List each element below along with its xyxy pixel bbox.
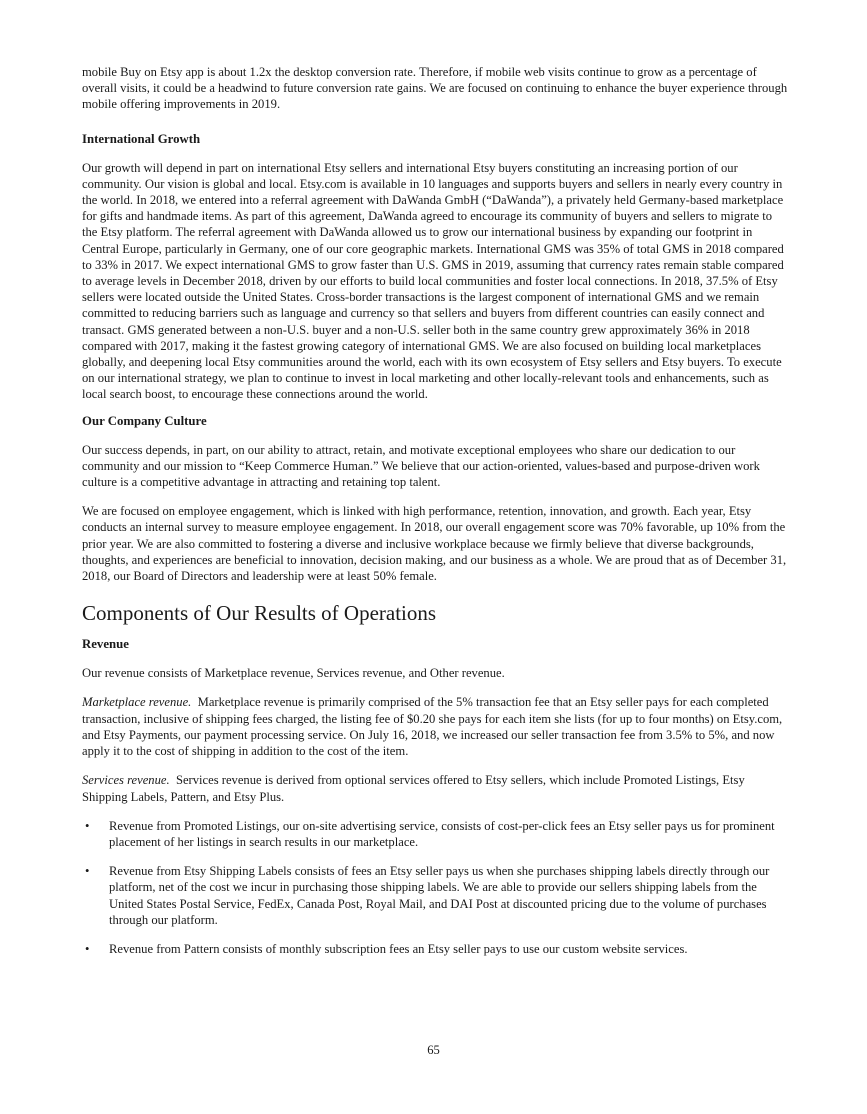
- services-revenue-lead: Services revenue.: [82, 773, 170, 788]
- document-page: [82, 64, 788, 957]
- international-growth-paragraph: Our growth will depend in part on international Etsy sellers and international Etsy buyers constituting an increasing portion of our community. Our vision is global and local. Etsy.com is available in 10 languages and supports buyers and sellers in nearly every country in the world. In 2018, we entered into a referral agreement with DaWanda GmbH (“DaWanda”), a privately held Germany-based marketplace for gifts and handmade items. As part of this agreement, DaWanda agreed to encourage its community of buyers and sellers to migrate to the Etsy platform. The referral agreement with DaWanda allowed us to grow our international business by expanding our footprint in Central Europe, particularly in Germany, one of our core geographic markets. International GMS was 35% of total GMS in 2018 compared to 33% in 2017. We expect international GMS to grow faster than U.S. GMS in 2019, assuming that currency rates remain stable compared to average levels in December 2018, driven by our efforts to build local communities and foster local connections. In 2018, 37.5% of Etsy sellers were located outside the United States. Cross-border transactions is the largest component of international GMS and we remain committed to reducing barriers such as language and currency so that sellers and buyers from different countries can easily connect and transact. GMS generated between a non-U.S. buyer and a non-U.S. seller both in the same country grew approximately 36% in 2018 compared with 2017, making it the fastest growing category of international GMS. We are also focused on building local marketplaces globally, and deepening local Etsy communities around the world, each with its own ecosystem of Etsy sellers and Etsy buyers. To execute on our international strategy, we plan to continue to invest in local marketing and other locally-relevant tools and enhancements, such as local search boost, to encourage these connections around the world.: [82, 160, 784, 402]
- services-revenue-text: Services revenue is derived from optional services offered to Etsy sellers, which include Promoted Listings, Etsy Shipping Labels, Pattern, and Etsy Plus.: [82, 773, 745, 804]
- list-item: [82, 818, 788, 850]
- list-item: [82, 863, 788, 928]
- intro-paragraph: mobile Buy on Etsy app is about 1.2x the desktop conversion rate. Therefore, if mobile web visits continue to grow as a percentage of overall visits, it could be a headwind to future conversion rate gains. We are focused on continuing to enhance the buyer experience through mobile offering improvements in 2019.: [82, 65, 788, 112]
- services-revenue-list: [82, 818, 788, 957]
- marketplace-revenue-text: Marketplace revenue is primarily comprised of the 5% transaction fee that an Etsy seller pays for each completed transaction, inclusive of shipping fees charged, the listing fee of $0.20 she pays for each item she lists (for up to four months) on Etsy.com, and Etsy Payments, our payment processing service. On July 16, 2018, we increased our seller transaction fee from 3.5% to 5%, and now apply it to the cost of shipping in addition to the cost of the item.: [82, 695, 783, 759]
- company-culture-paragraph-2: We are focused on employee engagement, which is linked with high performance, retention, innovation, and growth. Each year, Etsy conducts an internal survey to measure employee engagement. In 2018, our overall engagement score was 70% favorable, up 10% from the prior year. We are also committed to fostering a diverse and inclusive workplace because we firmly believe that diverse backgrounds, thoughts, and experiences are beneficial to innovation, decision making, and our business as a whole. We are proud that as of December 31, 2018, our Board of Directors and leadership were at least 50% female.: [82, 504, 787, 584]
- marketplace-revenue-paragraph: [82, 694, 788, 759]
- services-revenue-paragraph: [82, 772, 788, 804]
- revenue-heading: Revenue: [82, 637, 129, 652]
- bullet-icon: •: [85, 941, 90, 956]
- revenue-intro: Our revenue consists of Marketplace revenue, Services revenue, and Other revenue.: [82, 666, 505, 681]
- components-heading: Components of Our Results of Operations: [82, 601, 437, 626]
- list-item: [82, 941, 788, 957]
- company-culture-paragraph-1: Our success depends, in part, on our ability to attract, retain, and motivate exceptional employees who share our dedication to our community and our mission to “Keep Commerce Human.” We believe that our action-oriented, values-based and purpose-driven work culture is a competitive advantage in attracting and retaining top talent.: [82, 442, 760, 490]
- page-number: 65: [427, 1043, 440, 1057]
- company-culture-heading: Our Company Culture: [82, 413, 207, 428]
- bullet-icon: •: [85, 818, 90, 833]
- international-growth-heading: International Growth: [82, 131, 201, 146]
- marketplace-revenue-lead: Marketplace revenue.: [82, 695, 192, 710]
- list-item-text: Revenue from Pattern consists of monthly subscription fees an Etsy seller pays to use our custom website services.: [109, 941, 688, 956]
- list-item-text: Revenue from Promoted Listings, our on-site advertising service, consists of cost-per-click fees an Etsy seller pays us for prominent placement of her listings in search results in our marketplace.: [109, 818, 775, 849]
- list-item-text: Revenue from Etsy Shipping Labels consists of fees an Etsy seller pays us when she purchases shipping labels directly through our platform, net of the cost we incur in purchasing those shipping labels. We are able to provide our sellers shipping labels from the United States Postal Service, FedEx, Canada Post, Royal Mail, and DAI Post at discounted pricing due to the volume of purchases through our platform.: [109, 864, 770, 927]
- bullet-icon: •: [85, 864, 90, 879]
